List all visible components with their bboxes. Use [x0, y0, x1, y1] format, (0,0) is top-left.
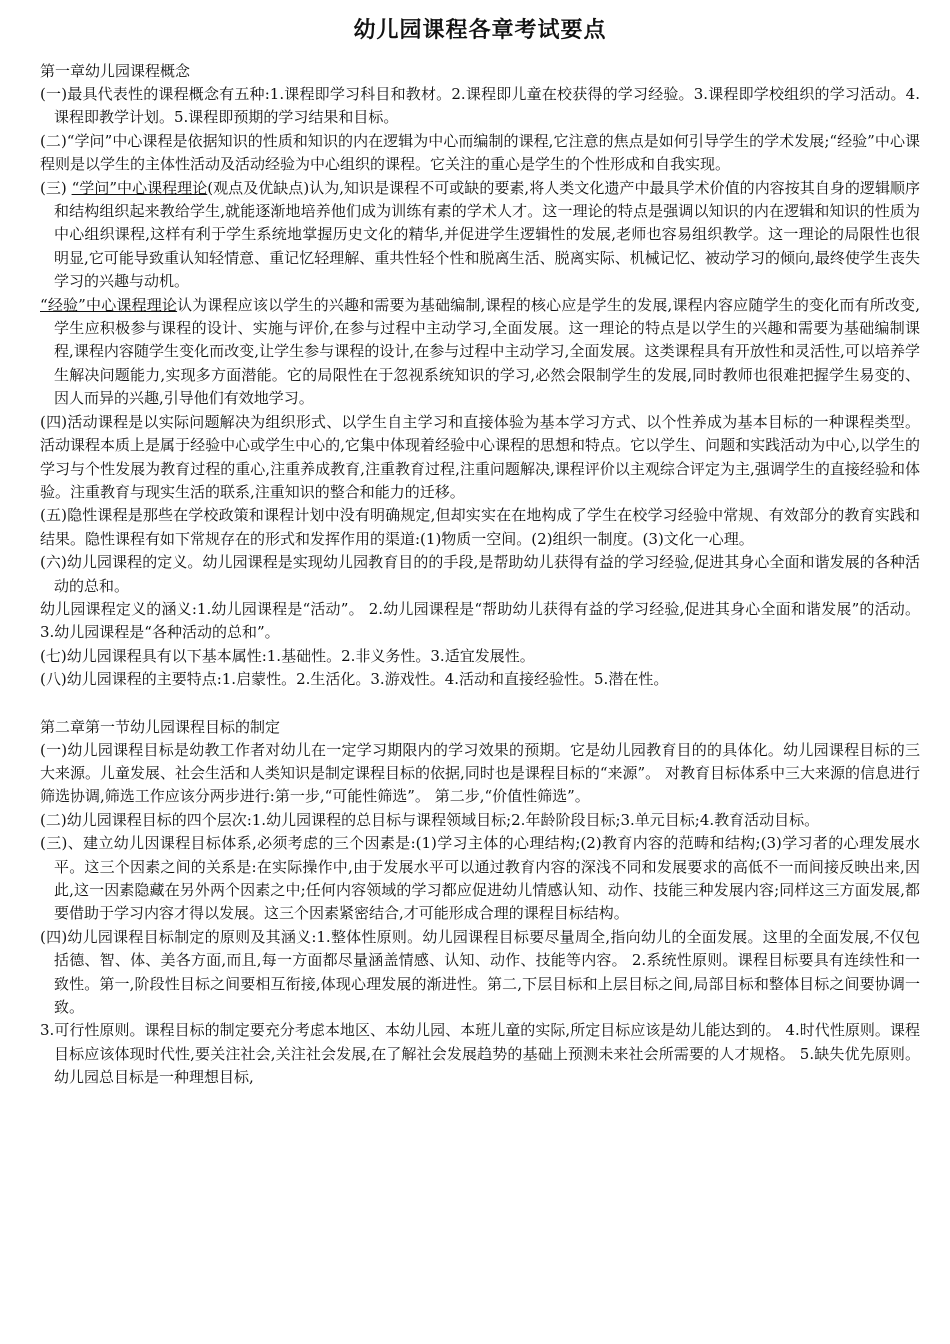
ch2-section-3: (三)、建立幼儿因课程目标体系,必须考虑的三个因素是:(1)学习主体的心理结构;(2)教育内容的范畴和结构;(3)学习者的心理发展水平。这三个因素之间的关系是:在实际操作中,由于发展水平可以通过教育内容的深浅不同和发展要求的高低不一而间接反映出来,因此,这一因素隐藏在另外两个因素之中;任何内容领域的学习都应促进幼儿情感认知、动作、技能三种发展内容;同样这三方面发展,都要借助于学习内容才得以发展。这三个因素紧密结合,才可能形成合理的课程目标结构。: [40, 834, 920, 923]
ch1-section-6: (六)幼儿园课程的定义。幼儿园课程是实现幼儿园教育目的的手段,是帮助幼儿获得有益的学习经验,促进其身心全面和谐发展的各种活动的总和。: [40, 553, 920, 595]
ch1-section-2: (二)“学问”中心课程是依据知识的性质和知识的内在逻辑为中心而编制的课程,它注意的焦点是如何引导学生的学术发展;“经验”中心课程则是以学生的主体性活动及活动经验为中心组织的课程。它关注的重心是学生的个性形成和自我实现。: [40, 131, 920, 174]
ch2-section-4: (四)幼儿园课程目标制定的原则及其涵义:1.整体性原则。幼儿园课程目标要尽量周全,指向幼儿的全面发展。这里的全面发展,不仅包括德、智、体、美各方面,而且,每一方面都尽量涵盖情感、认知、动作、技能等内容。 2.系统性原则。课程目标要具有连续性和一致性。第一,阶段性目标之间要相互衔接,体现心理发展的渐进性。第二,下层目标和上层目标之间,局部目标和整体目标之间要协调一致。: [40, 927, 920, 1017]
ch1-section-3-number: (三): [40, 178, 67, 197]
jingyan-theory-term: “经验”中心课程理论: [40, 295, 178, 314]
ch1-section-1: (一)最具代表性的课程概念有五种:1.课程即学习科目和教材。2.课程即儿童在校获得的学习经验。3.课程即学校组织的学习活动。4.课程即教学计划。5.课程即预期的学习结果和目标。: [40, 85, 920, 127]
ch1-experience-theory: [40, 294, 920, 411]
ch2-section-4-continued: 3.可行性原则。课程目标的制定要充分考虑本地区、本幼儿园、本班儿童的实际,所定目标应该是幼儿能达到的。 4.时代性原则。课程目标应该体现时代性,要关注社会,关注社会发展,在了解社会发展趋势的基础上预测未来社会所需要的人才规格。 5.缺失优先原则。幼儿园总目标是一种理想目标,: [40, 1021, 920, 1087]
ch2-section-2: (二)幼儿园课程目标的四个层次:1.幼儿园课程的总目标与课程领域目标;2.年龄阶段目标;3.单元目标;4.教育活动目标。: [40, 810, 820, 829]
ch1-definition-meaning: 幼儿园课程定义的涵义:1.幼儿园课程是“活动”。 2.幼儿园课程是“帮助幼儿获得有益的学习经验,促进其身心全面和谐发展”的活动。3.幼儿园课程是“各种活动的总和”。: [40, 599, 920, 642]
ch1-section-4: (四)活动课程是以实际问题解决为组织形式、以学生自主学习和直接体验为基本学习方式、以个性养成为基本目标的一种课程类型。活动课程本质上是属于经验中心或学生中心的,它集中体现着经验中心课程的思想和特点。它以学生、问题和实践活动为中心,以学生的学习与个性发展为教育过程的重心,注重养成教育,注重教育过程,注重问题解决,课程评价以主观综合评定为主,强调学生的直接经验和体验。注重教育与现实生活的联系,注重知识的整合和能力的迁移。: [40, 412, 920, 501]
ch1-section-3: [40, 177, 920, 294]
chapter-1-heading: 第一章幼儿园课程概念: [40, 62, 191, 80]
chapter-spacer: [40, 692, 920, 716]
ch1-experience-theory-body: 认为课程应该以学生的兴趣和需要为基础编制,课程的核心应是学生的发展,课程内容应随学生的变化而有所改变,学生应积极参与课程的设计、实施与评价,在参与过程中主动学习,全面发展。这一理论的特点是以学生的兴趣和需要为基础编制课程,课程内容随学生变化而改变,让学生参与课程的设计,在参与过程中主动学习,全面发展。这类课程具有开放性和灵活性,可以培养学生解决问题能力,实现多方面潜能。它的局限性在于忽视系统知识的学习,必然会限制学生的发展,同时教师也很难把握学生易变的、因人而异的兴趣,引导他们有效地学习。: [54, 295, 920, 408]
ch1-section-3-body: (观点及优缺点)认为,知识是课程不可或缺的要素,将人类文化遗产中最具学术价值的内容按其自身的逻辑顺序和结构组织起来教给学生,就能逐渐地培养他们成为训练有素的学术人才。这一理论的特点是强调以知识的内在逻辑和知识的性质为中心组织课程,这样有利于学生系统地掌握历史文化的精华,并促进学生逻辑性的发展,老师也容易组织教学。这一理论的局限性也很明显,它可能导致重认知轻情意、重记忆轻理解、重共性轻个性和脱离生活、脱离实际、机械记忆、被动学习的倾向,最终使学生丧失学习的兴趣与动机。: [54, 178, 921, 291]
ch1-section-7: (七)幼儿园课程具有以下基本属性:1.基础性。2.非义务性。3.适宜发展性。: [40, 646, 535, 665]
xuewen-theory-term: “学问”中心课程理论: [71, 178, 208, 197]
ch2-section-1: (一)幼儿园课程目标是幼教工作者对幼儿在一定学习期限内的学习效果的预期。它是幼儿园教育目的的具体化。幼儿园课程目标的三大来源。儿童发展、社会生活和人类知识是制定课程目标的依据,同时也是课程目标的“来源”。 对教育目标体系中三大来源的信息进行筛选协调,筛选工作应该分两步进行:第一步,“可能性筛选”。 第二步,“价值性筛选”。: [40, 740, 920, 806]
document-page: [40, 14, 920, 1090]
ch1-section-5: (五)隐性课程是那些在学校政策和课程计划中没有明确规定,但却实实在在地构成了学生在校学习经验中常规、有效部分的教育实践和结果。隐性课程有如下常规存在的形式和发挥作用的渠道:(1)物质一空间。(2)组织一制度。(3)文化一心理。: [40, 506, 920, 548]
ch1-section-8: (八)幼儿园课程的主要特点:1.启蒙性。2.生活化。3.游戏性。4.活动和直接经验性。5.潜在性。: [40, 670, 669, 689]
document-title: 幼儿园课程各章考试要点: [353, 18, 607, 43]
chapter-2-heading: 第二章第一节幼儿园课程目标的制定: [40, 717, 281, 736]
